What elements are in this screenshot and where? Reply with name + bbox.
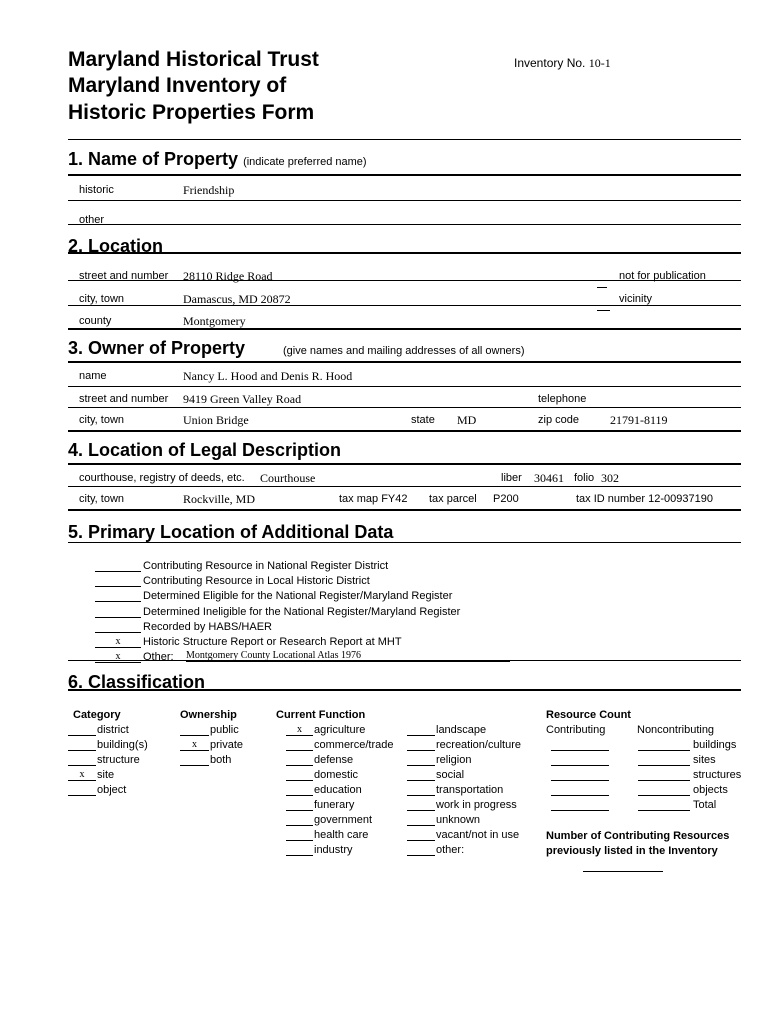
noncontributing-heading: Noncontributing: [637, 724, 715, 736]
section3-rule: [68, 361, 741, 363]
category-label: object: [97, 784, 127, 796]
function-checkbox[interactable]: [286, 844, 313, 856]
section5-heading: 5. Primary Location of Additional Data: [68, 522, 394, 542]
function-item: [286, 844, 353, 856]
noncontributing-count[interactable]: [638, 799, 690, 811]
resource-type-label: Total: [693, 799, 717, 811]
form-title-line1: Maryland Historical Trust: [68, 48, 319, 71]
additional-data-label: Recorded by HABS/HAER: [143, 620, 272, 633]
ownership-checkbox[interactable]: [180, 754, 209, 766]
section4-rule: [68, 463, 741, 465]
vicinity-label: vicinity: [619, 293, 653, 305]
category-item: [68, 784, 126, 796]
state-value: MD: [457, 413, 477, 427]
taxid-label: tax ID number: [576, 493, 646, 505]
function-label: work in progress: [436, 799, 517, 811]
resource-type-label: sites: [693, 754, 716, 766]
category-item: [68, 754, 140, 766]
additional-data-checkbox[interactable]: [95, 621, 141, 633]
category-checkbox[interactable]: [68, 724, 96, 736]
section1-heading: [68, 149, 367, 170]
section5-end-rule: [68, 660, 741, 661]
liber-label: liber: [501, 472, 522, 484]
section2-rule: [68, 252, 741, 254]
street-label: street and number: [79, 270, 169, 282]
function-label: funerary: [314, 799, 355, 811]
function-checkbox[interactable]: [286, 814, 313, 826]
header-rule: [68, 139, 741, 140]
function-label: health care: [314, 829, 369, 841]
owner-street-value: 9419 Green Valley Road: [183, 392, 302, 406]
contributing-heading: Contributing: [546, 724, 606, 736]
additional-data-item: [95, 636, 402, 648]
function-checkbox[interactable]: [286, 784, 313, 796]
function-item: [286, 799, 354, 811]
taxmap-label: tax map: [339, 493, 379, 505]
function-item: [286, 769, 358, 781]
function-label: transportation: [436, 784, 504, 796]
inventory-number: [514, 56, 611, 71]
additional-data-label: Contributing Resource in National Register District: [143, 560, 389, 572]
function-checkbox[interactable]: [407, 814, 435, 826]
num-contrib-line1: Number of Contributing Resources: [546, 830, 730, 842]
street-value: 28110 Ridge Road: [183, 269, 273, 283]
function-label: religion: [436, 754, 472, 766]
historic-value: Friendship: [183, 183, 235, 197]
additional-data-item: [95, 651, 174, 663]
additional-data-label: Contributing Resource in Local Historic District: [143, 575, 370, 588]
legal-city-line: [68, 509, 741, 511]
function-checkbox[interactable]: [407, 754, 435, 766]
function-item: [286, 814, 372, 826]
function-label: unknown: [436, 814, 481, 826]
additional-data-item: [95, 560, 388, 572]
section6-heading: 6. Classification: [68, 672, 206, 692]
function-label: vacant/not in use: [436, 829, 520, 841]
other-label: other: [79, 214, 105, 226]
ownership-item: [180, 754, 231, 766]
section4-heading: 4. Location of Legal Description: [68, 440, 342, 460]
taxmap-value: FY42: [381, 493, 408, 505]
category-heading: Category: [73, 709, 121, 721]
noncontributing-count[interactable]: [638, 739, 690, 751]
taxid: [576, 493, 713, 505]
function-checkbox[interactable]: x: [286, 724, 313, 736]
section1-subtitle: (indicate preferred name): [243, 156, 367, 168]
noncontributing-count[interactable]: [638, 754, 690, 766]
category-label: building(s): [97, 739, 148, 751]
category-checkbox[interactable]: [68, 739, 96, 751]
category-item: [68, 724, 129, 736]
additional-data-label: Other:: [143, 651, 174, 664]
noncontributing-count[interactable]: [638, 769, 690, 781]
vicinity-checkbox[interactable]: [597, 293, 610, 311]
nfp-checkbox[interactable]: [597, 270, 607, 288]
owner-city-value: Union Bridge: [183, 413, 249, 427]
function-checkbox[interactable]: [407, 739, 435, 751]
ownership-label: public: [210, 724, 239, 736]
ownership-label: private: [210, 739, 244, 751]
section1-title: 1. Name of Property: [68, 149, 239, 169]
function-item: [407, 754, 471, 766]
function-checkbox[interactable]: [407, 769, 435, 781]
section6-rule: [68, 689, 741, 691]
historic-line: [68, 200, 741, 201]
additional-data-checkbox[interactable]: [95, 575, 141, 587]
category-item: [68, 769, 114, 781]
additional-data-checkbox[interactable]: [95, 560, 141, 572]
function-label: education: [314, 784, 362, 796]
ownership-label: both: [210, 754, 232, 766]
city-value: Damascus, MD 20872: [183, 292, 291, 306]
contributing-count[interactable]: [551, 739, 609, 751]
courthouse-value: Courthouse: [260, 471, 316, 485]
function-label: social: [436, 769, 465, 781]
resource-count-heading: Resource Count: [546, 709, 631, 721]
liber-value: 30461: [534, 471, 564, 485]
noncontributing-count[interactable]: [638, 784, 690, 796]
function-label: defense: [314, 754, 354, 766]
owner-city-label: city, town: [79, 414, 125, 426]
category-checkbox[interactable]: [68, 754, 96, 766]
function-checkbox[interactable]: [407, 724, 435, 736]
contributing-count[interactable]: [551, 769, 609, 781]
function-heading: Current Function: [276, 709, 366, 721]
function-item: [407, 799, 517, 811]
legal-city-value: Rockville, MD: [183, 492, 255, 506]
function-item: [286, 724, 365, 736]
street-line: [68, 280, 741, 281]
function-label: landscape: [436, 724, 487, 736]
function-checkbox[interactable]: [407, 784, 435, 796]
function-item: [286, 739, 393, 751]
num-contrib-line2: previously listed in the Inventory: [546, 845, 718, 857]
form-title-line3: Historic Properties Form: [68, 101, 315, 124]
function-item: [286, 829, 368, 841]
function-checkbox[interactable]: [407, 844, 435, 856]
inventory-label: Inventory No.: [514, 56, 586, 70]
additional-data-label: Determined Ineligible for the National Register/Maryland Register: [143, 605, 461, 618]
zip-value: 21791-8119: [610, 413, 668, 427]
legal-city-label: city, town: [79, 493, 125, 505]
city-label: city, town: [79, 293, 125, 305]
resource-type-label: objects: [693, 784, 728, 796]
resource-type-label: structures: [693, 769, 742, 781]
section1-rule: [68, 174, 741, 176]
additional-data-checkbox[interactable]: [95, 590, 141, 602]
additional-data-item: [95, 590, 452, 602]
courthouse-line: [68, 486, 741, 487]
owner-street-label: street and number: [79, 393, 169, 405]
category-label: structure: [97, 754, 140, 766]
owner-city-line: [68, 430, 741, 432]
category-label: site: [97, 769, 115, 781]
contributing-count[interactable]: [551, 754, 609, 766]
owner-name-label: name: [79, 370, 107, 382]
other-line: [68, 224, 741, 225]
additional-data-label: Historic Structure Report or Research Report at MHT: [143, 636, 402, 648]
taxparcel-value: P200: [493, 493, 519, 505]
function-item: [286, 754, 353, 766]
taxparcel-label: tax parcel: [429, 493, 477, 505]
nfp-label: not for publication: [619, 270, 706, 282]
taxid-value: 12-00937190: [648, 493, 713, 505]
section3-heading: 3. Owner of Property: [68, 338, 246, 358]
taxmap: [339, 493, 408, 505]
owner-street-line: [68, 407, 741, 408]
section5-rule: [68, 542, 741, 543]
additional-data-item: [95, 575, 370, 587]
zip-label: zip code: [538, 414, 579, 426]
function-checkbox[interactable]: [286, 754, 313, 766]
inventory-value: 10-1: [588, 56, 611, 70]
form-title-line2: Maryland Inventory of: [68, 74, 287, 97]
county-label: county: [79, 315, 112, 327]
other-location-value: Montgomery County Locational Atlas 1976: [186, 650, 510, 662]
city-line: [68, 305, 741, 306]
function-label: domestic: [314, 769, 359, 781]
historic-label: historic: [79, 184, 114, 196]
state-label: state: [411, 414, 435, 426]
county-line: [68, 328, 741, 330]
owner-name-value: Nancy L. Hood and Denis R. Hood: [183, 369, 353, 383]
function-checkbox[interactable]: [407, 829, 435, 841]
category-checkbox[interactable]: x: [68, 769, 96, 781]
folio-value: 302: [601, 471, 619, 485]
ownership-item: [180, 724, 239, 736]
additional-data-checkbox[interactable]: [95, 606, 141, 618]
function-item: [407, 739, 521, 751]
function-item: [407, 829, 519, 841]
county-value: Montgomery: [183, 314, 246, 328]
additional-data-item: [95, 606, 460, 618]
additional-data-checkbox[interactable]: x: [95, 636, 141, 648]
owner-name-line: [68, 386, 741, 387]
ownership-item: [180, 739, 243, 751]
contributing-count[interactable]: [551, 784, 609, 796]
courthouse-label: courthouse, registry of deeds, etc.: [79, 472, 245, 484]
function-label: other:: [436, 844, 465, 856]
ownership-checkbox[interactable]: x: [180, 739, 209, 751]
function-item: [286, 784, 362, 796]
function-checkbox[interactable]: [286, 799, 313, 811]
function-checkbox[interactable]: [286, 739, 313, 751]
function-checkbox[interactable]: [407, 799, 435, 811]
function-checkbox[interactable]: [286, 769, 313, 781]
function-item: [407, 784, 503, 796]
folio-label: folio: [574, 472, 595, 484]
function-label: recreation/culture: [436, 739, 521, 751]
additional-data-item: [95, 621, 272, 633]
function-item: [407, 814, 480, 826]
num-contrib-blank[interactable]: [583, 871, 663, 872]
ownership-checkbox[interactable]: [180, 724, 209, 736]
function-label: agriculture: [314, 724, 366, 736]
category-item: [68, 739, 148, 751]
function-item: [407, 769, 464, 781]
function-checkbox[interactable]: [286, 829, 313, 841]
category-checkbox[interactable]: [68, 784, 96, 796]
category-label: district: [97, 724, 129, 736]
function-item: [407, 844, 464, 856]
function-item: [407, 724, 486, 736]
function-label: industry: [314, 844, 353, 856]
additional-data-label: Determined Eligible for the National Register/Maryland Register: [143, 590, 453, 603]
ownership-heading: Ownership: [180, 709, 237, 721]
contributing-count[interactable]: [551, 799, 609, 811]
section2-heading: 2. Location: [68, 236, 164, 256]
telephone-label: telephone: [538, 393, 587, 405]
additional-data-checkbox[interactable]: x: [95, 651, 141, 663]
function-label: commerce/trade: [314, 739, 394, 751]
function-label: government: [314, 814, 373, 826]
section3-subtitle: (give names and mailing addresses of all owners): [283, 345, 525, 357]
resource-type-label: buildings: [693, 739, 737, 751]
